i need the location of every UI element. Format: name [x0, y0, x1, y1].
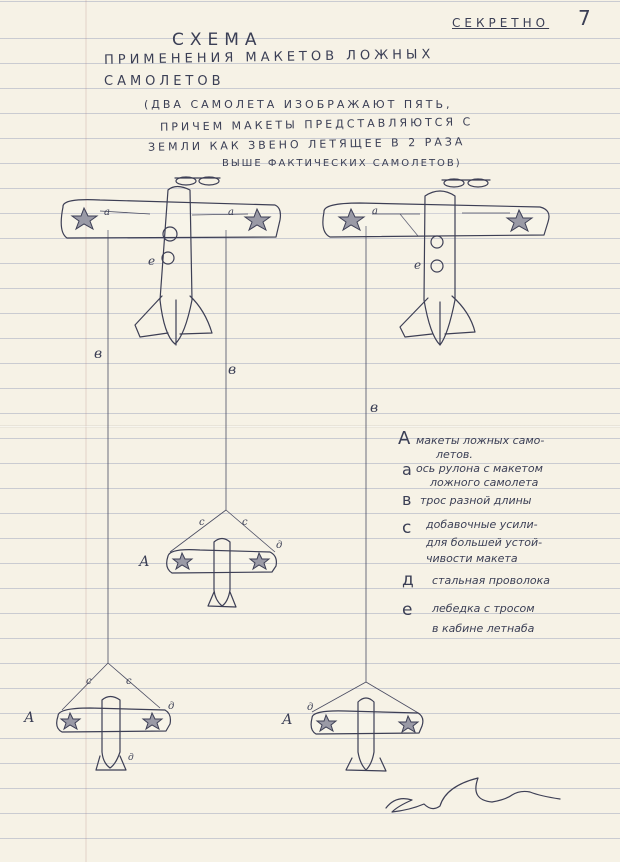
- legend-text: в кабине летнаба: [432, 622, 535, 635]
- note-line-2: ПРИЧЕМ МАКЕТЫ ПРЕДСТАВЛЯЮТСЯ С: [159, 115, 474, 134]
- legend-text: для большей устой-: [426, 536, 543, 549]
- legend-text: добавочные усили-: [426, 518, 538, 531]
- signature: [386, 778, 560, 812]
- legend-text: трос разной длины: [420, 494, 532, 507]
- page-number: 7: [578, 6, 591, 30]
- legend-text: стальная проволока: [432, 574, 551, 587]
- label-d-2: д: [168, 701, 175, 712]
- legend-key: д: [402, 570, 414, 590]
- legend-key: е: [402, 600, 413, 620]
- label-b-1: в: [94, 346, 103, 362]
- legend-key: А: [398, 428, 411, 449]
- legend-text: чивости макета: [426, 552, 518, 565]
- label-A-3: А: [282, 712, 293, 728]
- decoy-mockup-middle: [167, 510, 277, 607]
- label-a-2: а: [228, 207, 234, 218]
- note-line-3: ЗЕМЛИ КАК ЗВЕНО ЛЕТЯЩЕЕ В 2 РАЗА: [147, 135, 466, 154]
- title-line-3: САМОЛЕТОВ: [104, 74, 225, 89]
- label-c-4: с: [126, 676, 132, 687]
- label-e-1: е: [148, 254, 156, 268]
- legend-key: в: [402, 490, 412, 509]
- legend-text: летов.: [436, 448, 473, 461]
- label-e-2: е: [414, 258, 422, 272]
- real-plane-left: [61, 177, 280, 345]
- secret-stamp: СЕКРЕТНО: [452, 16, 550, 30]
- note-line-1: (ДВА САМОЛЕТА ИЗОБРАЖАЮТ ПЯТЬ,: [144, 98, 453, 111]
- label-d-3: д: [128, 753, 134, 763]
- decoy-mockup-right: [311, 682, 423, 771]
- label-d-4: д: [307, 702, 314, 713]
- title-line-1: СХЕМА: [172, 30, 263, 50]
- label-c-2: с: [242, 517, 248, 528]
- legend-key: с: [402, 518, 412, 538]
- legend-text: ложного самолета: [430, 476, 539, 489]
- label-d-1: д: [276, 540, 283, 551]
- label-a-3: а: [372, 206, 378, 217]
- legend-text: лебедка с тросом: [432, 602, 535, 615]
- decoy-mockup-left: [57, 663, 171, 770]
- label-A-2: А: [24, 710, 35, 726]
- label-b-2: в: [228, 362, 237, 378]
- label-c-3: с: [86, 676, 92, 687]
- note-line-4: ВЫШЕ ФАКТИЧЕСКИХ САМОЛЕТОВ): [222, 158, 462, 169]
- label-c-1: с: [199, 517, 205, 528]
- label-A-1: А: [139, 554, 150, 570]
- real-plane-right: [323, 179, 549, 345]
- label-b-3: в: [370, 400, 379, 416]
- legend-text: макеты ложных само-: [416, 434, 545, 447]
- legend-key: а: [402, 460, 412, 479]
- label-a-1: а: [104, 207, 110, 218]
- title-line-2: ПРИМЕНЕНИЯ МАКЕТОВ ЛОЖНЫХ: [103, 47, 435, 68]
- legend-text: ось рулона с макетом: [416, 462, 543, 475]
